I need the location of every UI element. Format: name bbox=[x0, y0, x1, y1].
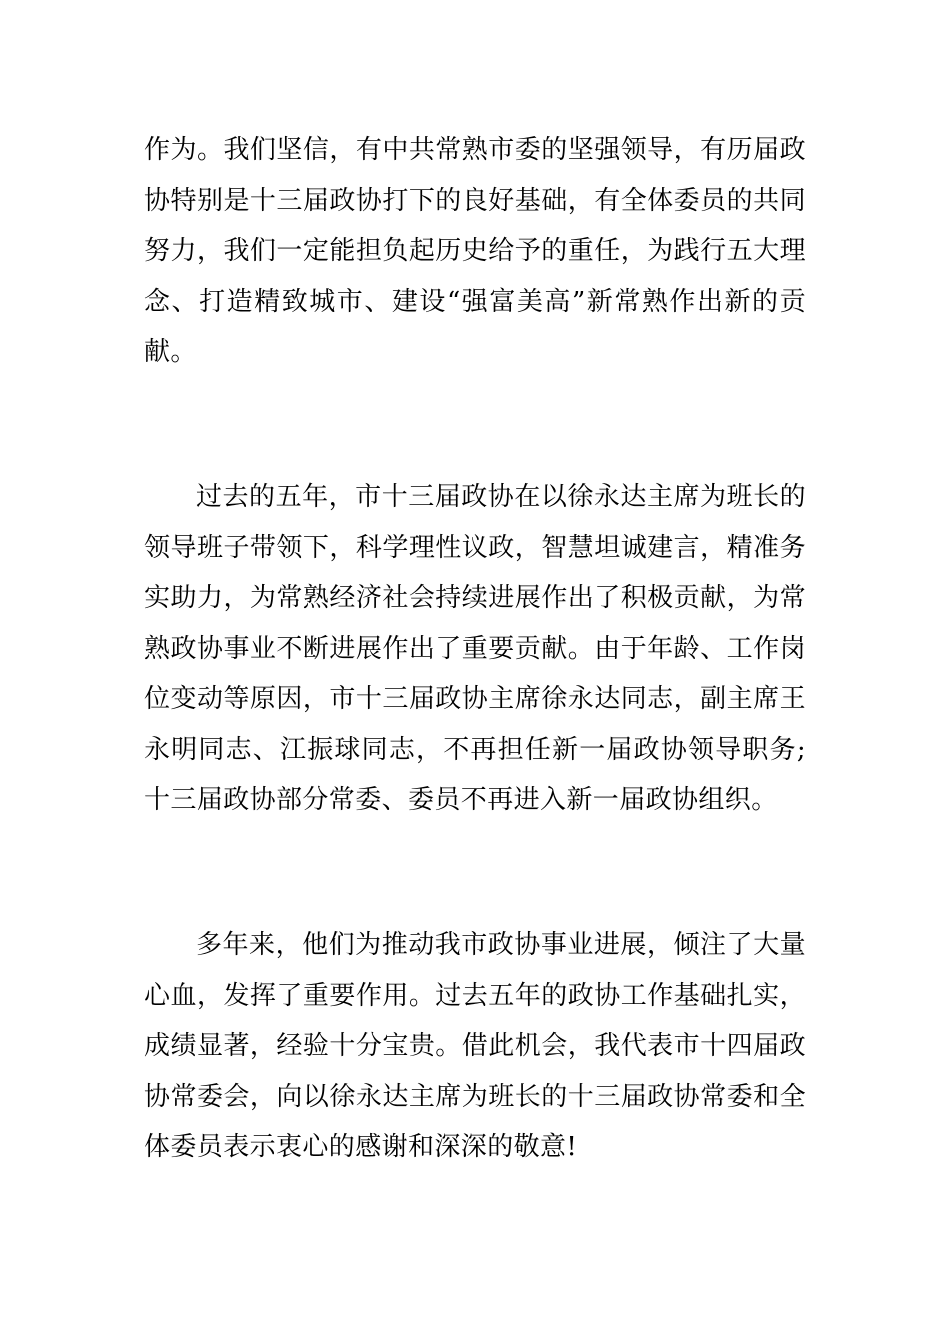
paragraph-gratitude: 多年来，他们为推动我市政协事业进展，倾注了大量心血，发挥了重要作用。过去五年的政协工作基础扎实，成绩显著，经验十分宝贵。借此机会，我代表市十四届政协常委会，向以徐永达主席为班长的十三届政协常委和全体委员表示衷心的感谢和深深的敬意! bbox=[144, 930, 806, 1162]
paragraph-past-five-years: 过去的五年，市十三届政协在以徐永达主席为班长的领导班子带领下，科学理性议政，智慧坦诚建言，精准务实助力，为常熟经济社会持续进展作出了积极贡献，为常熟政协事业不断进展作出了重要贡献。由于年龄、工作岗位变动等原因，市十三届政协主席徐永达同志，副主席王永明同志、江振球同志，不再担任新一届政协领导职务;十三届政协部分常委、委员不再进入新一届政协组织。 bbox=[144, 482, 806, 815]
paragraph-continuation: 作为。我们坚信，有中共常熟市委的坚强领导，有历届政协特别是十三届政协打下的良好基础，有全体委员的共同努力，我们一定能担负起历史给予的重任，为践行五大理念、打造精致城市、建设“强富美高”新常熟作出新的贡献。 bbox=[144, 135, 806, 367]
